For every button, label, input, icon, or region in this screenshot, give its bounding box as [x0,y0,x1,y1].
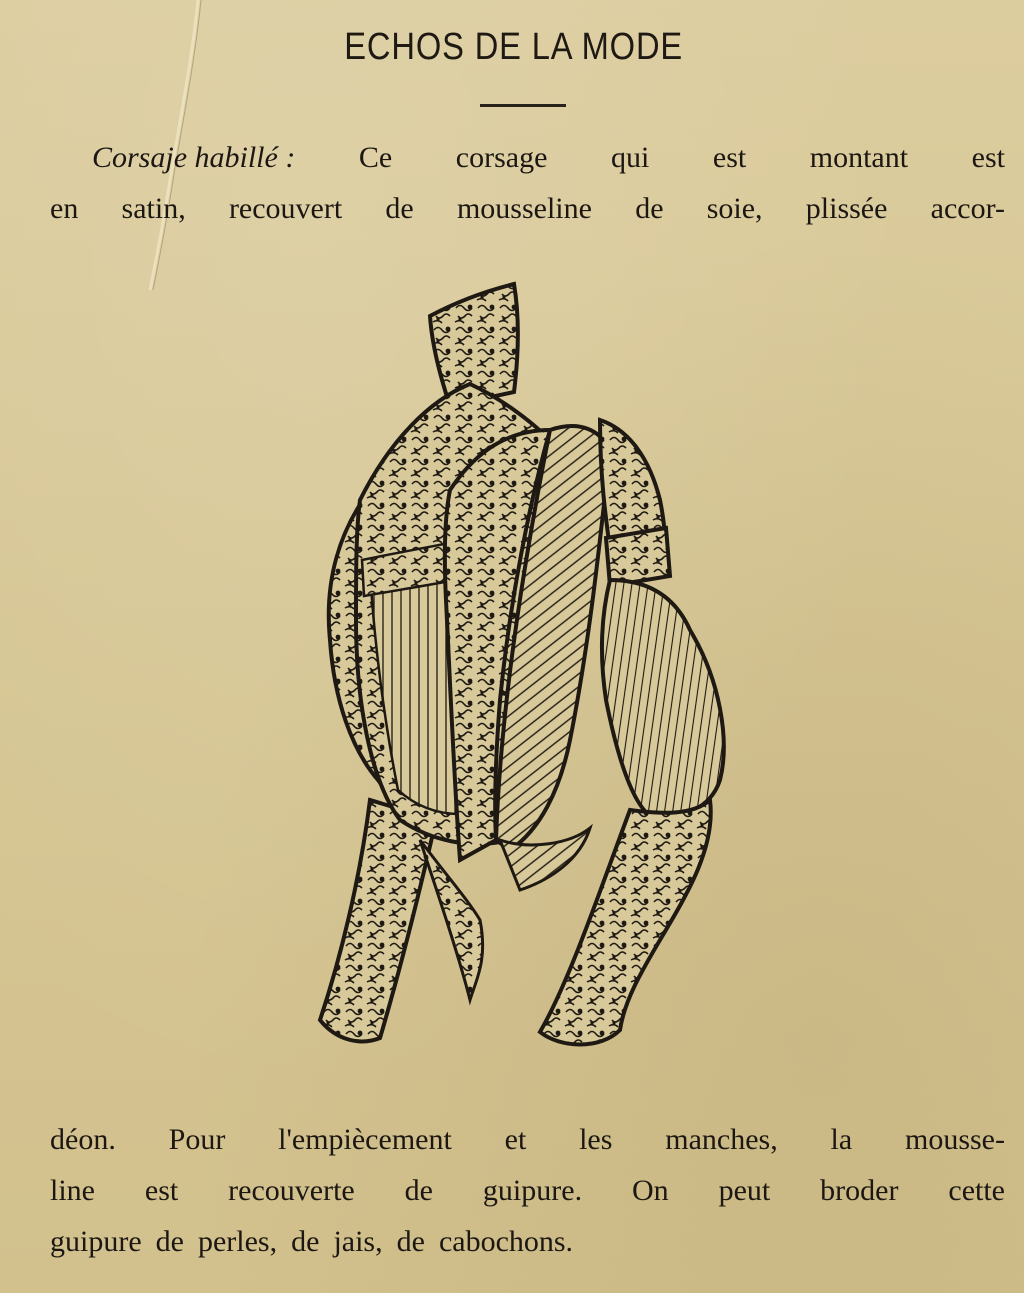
word: peut [718,1174,771,1207]
word: broder [820,1174,899,1207]
word: guipure. [482,1174,583,1207]
word: est [971,141,1005,174]
word: guipure [50,1225,142,1258]
word: la [830,1123,853,1156]
bodice-engraving-icon [300,280,740,1070]
word: cette [948,1174,1005,1207]
word: jais, [333,1225,383,1258]
text-line [50,1216,1005,1267]
word: qui [610,141,650,174]
word: de [635,192,664,225]
word: est [144,1174,179,1207]
word: mousse- [904,1123,1005,1156]
lead-phrase: Corsaje habillé : [92,141,296,174]
word: satin, [121,192,186,225]
word: de [155,1225,184,1258]
paragraph-top [50,132,1005,234]
word: montant [809,141,909,174]
word: corsage [455,141,548,174]
word: soie, [706,192,763,225]
word: de [291,1225,320,1258]
word: recouvert [228,192,343,225]
word: Pour [168,1123,226,1156]
paragraph-bottom [50,1114,1005,1267]
word: et [504,1123,527,1156]
word: de [404,1174,433,1207]
text-line [50,1114,1005,1165]
text-line [50,132,1005,183]
word: l'empiècement [278,1123,452,1156]
word: cabochons. [438,1225,574,1258]
article-heading: ECHOS DE LA MODE [344,26,684,68]
word: recouverte [228,1174,355,1207]
heading-rule [480,104,566,107]
word: de [385,192,414,225]
word: est [712,141,747,174]
word: en [50,192,79,225]
text-line [50,183,1005,234]
word: déon. [50,1123,116,1156]
word: On [631,1174,669,1207]
word: mousseline [456,192,592,225]
text-line [50,1165,1005,1216]
word: perles, [197,1225,278,1258]
word: plissée [805,192,888,225]
word: de [396,1225,425,1258]
word: manches, [665,1123,778,1156]
word: Ce [358,141,393,174]
word: accor- [930,192,1005,225]
word: les [579,1123,613,1156]
word: line [50,1174,95,1207]
